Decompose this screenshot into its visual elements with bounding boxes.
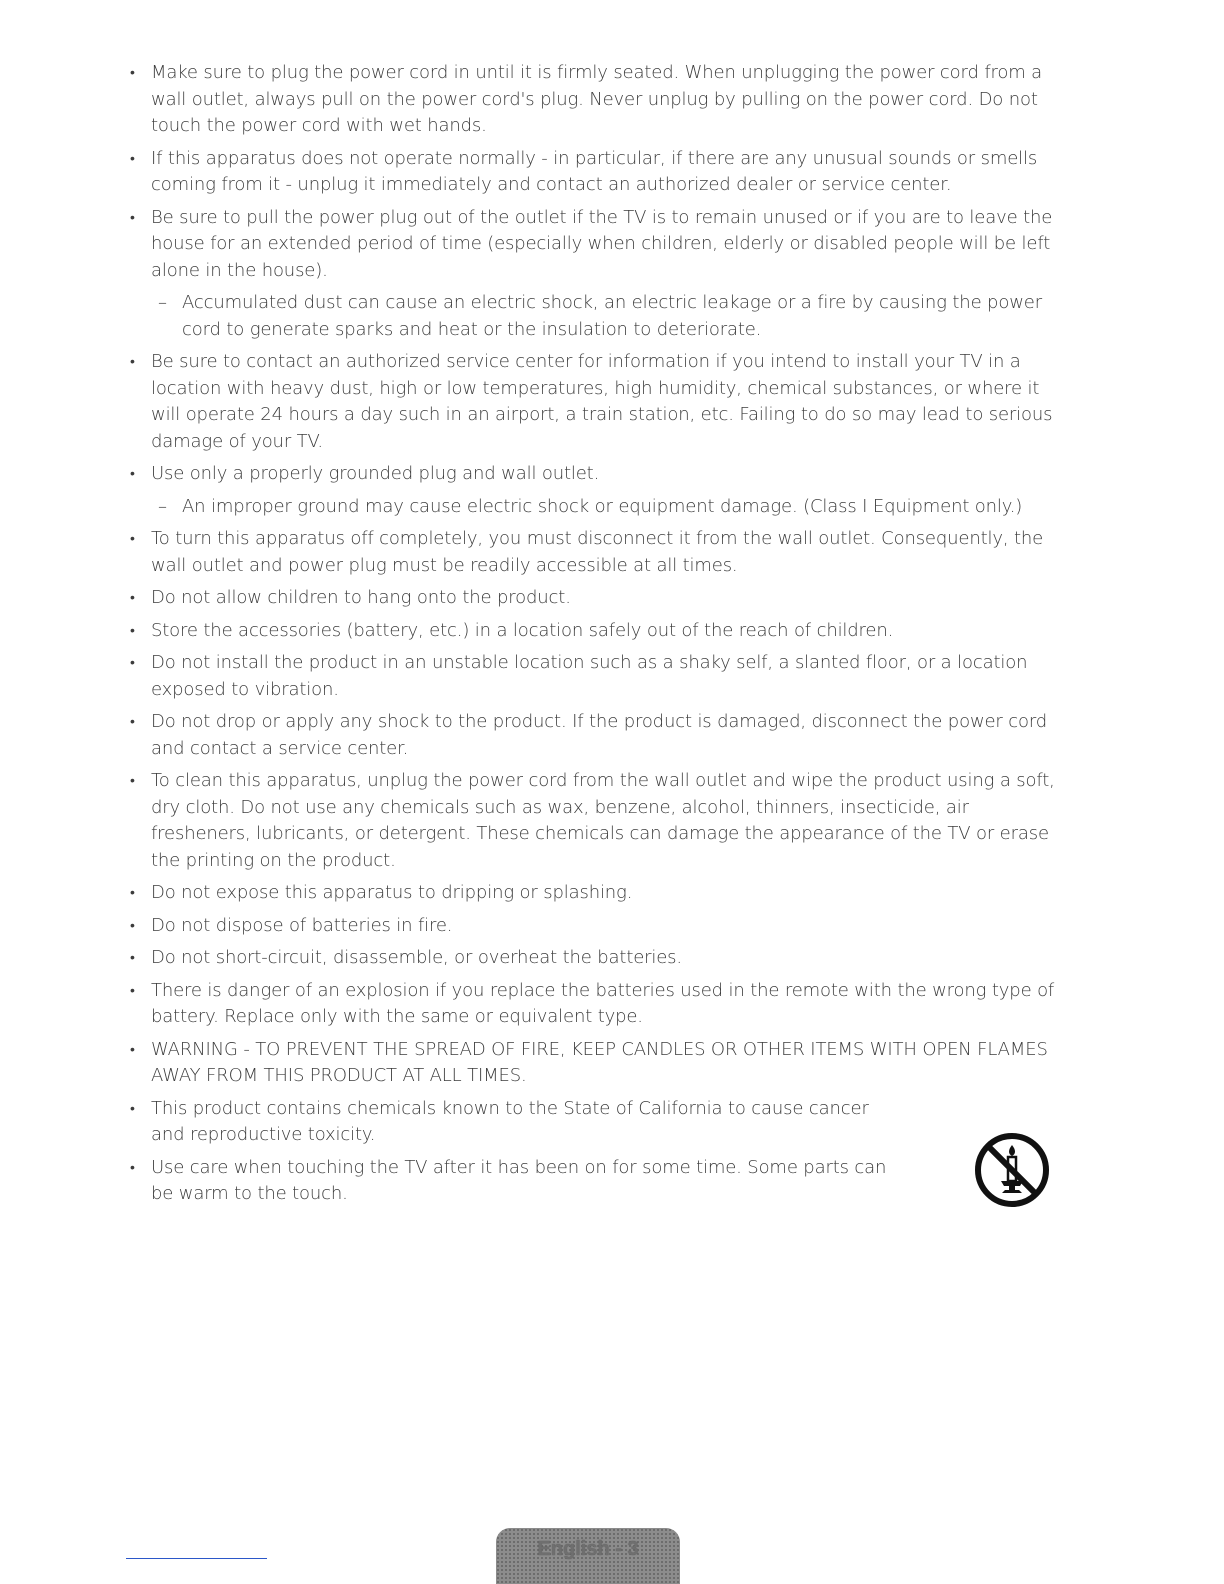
list-item: • There is danger of an explosion if you replace the batteries used in the remote with the wrong type of battery. Replace only with the same or equivalent type. [128,978,1058,1031]
list-item: • To turn this apparatus off completely, you must disconnect it from the wall outlet. Consequently, the wall outlet and power plug must be readily accessible at all times. [128,526,1058,579]
list-item: • Make sure to plug the power cord in until it is firmly seated. When unplugging the power cord from a wall outlet, always pull on the power cord's plug. Never unplug by pulling on the power cord. Do not touch the power cord with wet hands. [128,60,1058,140]
list-item: • Do not expose this apparatus to dripping or splashing. [128,880,1058,907]
list-item: • To clean this apparatus, unplug the power cord from the wall outlet and wipe the product using a soft, dry cloth. Do not use any chemicals such as wax, benzene, alcohol, thinners, insecticide, air fresheners, lubricants, or detergent. These chemicals can damage the appearance of the TV or erase the printing on the product. [128,768,1058,874]
list-item: • Store the accessories (battery, etc.) in a location safely out of the reach of children. [128,618,1058,645]
safety-instructions-list [128,60,1058,1214]
list-item: • Do not allow children to hang onto the product. [128,585,1058,612]
list-item: • This product contains chemicals known to the State of California to cause cancer and reproductive toxicity. [128,1096,891,1149]
list-item: • Be sure to contact an authorized service center for information if you intend to install your TV in a location with heavy dust, high or low temperatures, high humidity, chemical substances, or where it will operate 24 hours a day such in an airport, a train station, etc. Failing to do so may lead to serious damage of your TV. [128,349,1058,455]
footer-divider [126,1558,267,1559]
page-number-label: English - 3 [537,1538,639,1560]
list-item: • Be sure to pull the power plug out of the outlet if the TV is to remain unused or if you are to leave the house for an extended period of time (especially when children, elderly or disabled people will be left alone in the house). [128,205,1058,285]
list-item: • Use care when touching the TV after it has been on for some time. Some parts can be warm to the touch. [128,1155,891,1208]
sub-list-item: – An improper ground may cause electric shock or equipment damage. (Class I Equipment only.) [128,494,1058,521]
list-item: • WARNING - TO PREVENT THE SPREAD OF FIRE, KEEP CANDLES OR OTHER ITEMS WITH OPEN FLAMES AWAY FROM THIS PRODUCT AT ALL TIMES. [128,1037,1058,1090]
list-item: • Use only a properly grounded plug and wall outlet. [128,461,1058,488]
list-item: • If this apparatus does not operate normally - in particular, if there are any unusual sounds or smells coming from it - unplug it immediately and contact an authorized dealer or service center. [128,146,1058,199]
page-number-tab [496,1528,680,1584]
no-open-flame-icon [973,1131,1051,1209]
list-item: • Do not short-circuit, disassemble, or overheat the batteries. [128,945,1058,972]
list-item: • Do not install the product in an unstable location such as a shaky self, a slanted floor, or a location exposed to vibration. [128,650,1058,703]
sub-list-item: – Accumulated dust can cause an electric shock, an electric leakage or a fire by causing the power cord to generate sparks and heat or the insulation to deteriorate. [128,290,1058,343]
list-item: • Do not drop or apply any shock to the product. If the product is damaged, disconnect the power cord and contact a service center. [128,709,1058,762]
list-item: • Do not dispose of batteries in fire. [128,913,1058,940]
